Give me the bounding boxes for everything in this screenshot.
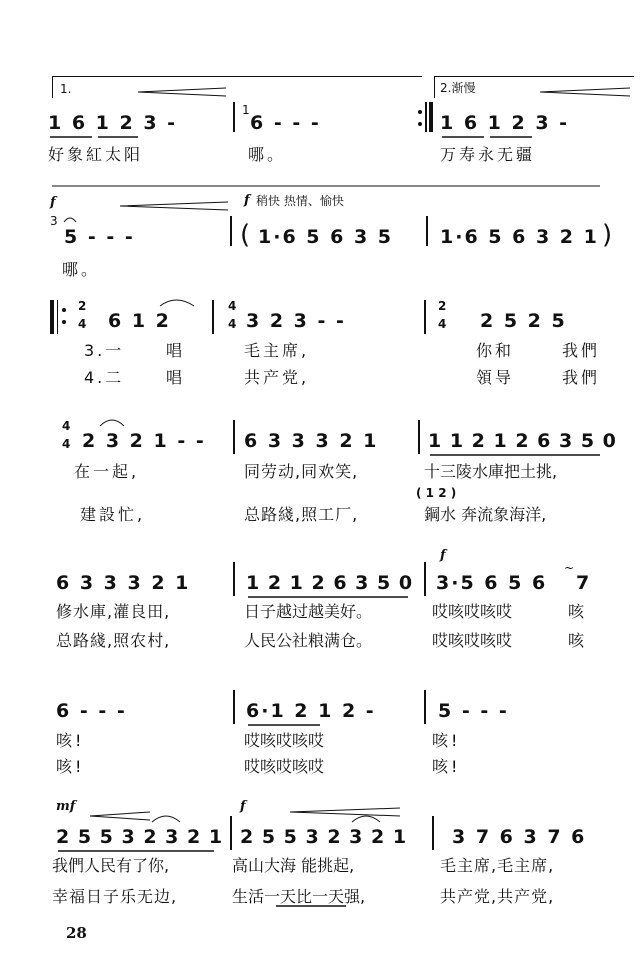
hairpin-1 bbox=[138, 88, 226, 96]
row4-v1-lyric-2: 同劳动,同欢笑, bbox=[244, 462, 359, 481]
row4-measure2-notes: 6 3 3 3 2 1 bbox=[244, 430, 379, 452]
row2-paren-right: ) bbox=[602, 220, 615, 250]
row5-measure2-notes: 1 2 1 2 6 3 5 0 bbox=[246, 572, 414, 594]
page-number: 28 bbox=[66, 924, 87, 942]
row2-paren-left: ( bbox=[240, 220, 253, 250]
row6-v1-lyric-3: 咳! bbox=[432, 731, 461, 750]
row3-v2-lyric-1: 4.二 bbox=[84, 368, 125, 387]
hairpin-5 bbox=[290, 808, 400, 816]
row4-v2-lyric-2: 总路綫,照工厂, bbox=[244, 505, 359, 524]
row7-v1-lyric-2: 高山大海 能挑起, bbox=[232, 856, 355, 875]
row2-tempo-marking: 稍快 热情、愉快 bbox=[256, 194, 344, 208]
row1-measure3-notes: 1 6 1 2 3 - bbox=[440, 112, 570, 134]
row6-v1-lyric-1: 咳! bbox=[56, 731, 85, 750]
row4-measure1-notes: 2 3 2 1 - - bbox=[82, 430, 206, 452]
row4-v1-lyric-1: 在一起, bbox=[74, 462, 140, 481]
row3-ts2-bottom: 4 bbox=[228, 317, 237, 331]
row5-v1-lyric-2: 日子越过越美好。 bbox=[244, 602, 373, 621]
row5-v1-lyric-3: 哎咳哎咳哎 bbox=[432, 602, 513, 621]
row3-v1-lyric-5: 我們 bbox=[562, 341, 601, 360]
row5-dynamic: f bbox=[440, 548, 446, 563]
row2-lyric-1: 哪。 bbox=[62, 260, 101, 279]
volta-1-label: 1. bbox=[60, 82, 72, 96]
volta-2-label: 2.渐慢 bbox=[440, 81, 476, 95]
row7-measure3-notes: 3 7 6 3 7 6 bbox=[452, 826, 587, 848]
row3-ts3-bottom: 4 bbox=[438, 317, 447, 331]
row2-time-sig: 3 bbox=[50, 214, 58, 228]
row7-v2-lyric-2: 生活一天比一天强, bbox=[232, 887, 366, 906]
row2-measure2-notes: 1·6 5 6 3 5 bbox=[258, 226, 393, 248]
row3-v1-lyric-1: 3.一 bbox=[84, 341, 125, 360]
row6-measure1-notes: 6 - - - bbox=[56, 700, 127, 722]
row1-lyric-2: 哪。 bbox=[248, 145, 287, 164]
row5-measure3-notes: 3·5 6 5 6 bbox=[436, 572, 548, 594]
row5-v2-lyric-3: 哎咳哎咳哎 bbox=[432, 631, 513, 650]
row3-ts1-top: 2 bbox=[78, 299, 87, 313]
row3-v1-lyric-2: 唱 bbox=[166, 341, 186, 360]
row5-v2-lyric-4: 咳 bbox=[568, 631, 588, 650]
hairpin-3 bbox=[120, 202, 228, 210]
row6-measure2-notes: 6·1 2 1 2 - bbox=[246, 700, 376, 722]
slur-4 bbox=[352, 816, 380, 822]
row3-v2-lyric-5: 我們 bbox=[562, 368, 601, 387]
row3-measure1-notes: 6 1 2 bbox=[108, 310, 171, 332]
row4-ts-top: 4 bbox=[62, 419, 71, 433]
hairpin-4 bbox=[90, 812, 150, 820]
slur-2 bbox=[100, 420, 124, 426]
row2-dynamic-mid: f bbox=[244, 193, 250, 208]
row3-v1-lyric-4: 你和 bbox=[476, 341, 515, 360]
row2-dynamic-left: f bbox=[50, 195, 56, 210]
row5-v1-lyric-4: 咳 bbox=[568, 602, 588, 621]
row3-v1-lyric-3: 毛主席, bbox=[244, 341, 310, 360]
slur-3 bbox=[152, 816, 180, 822]
row4-v1-lyric-3: 十三陵水庫把土挑, bbox=[424, 462, 558, 481]
row3-ts2-top: 4 bbox=[228, 299, 237, 313]
row5-grace-note: ~ bbox=[564, 561, 575, 575]
row7-dynamic-mid: f bbox=[240, 799, 246, 814]
row6-v2-lyric-2: 哎咳哎咳哎 bbox=[244, 757, 325, 776]
slur-1 bbox=[160, 300, 194, 306]
row3-measure2-notes: 3 2 3 - - bbox=[246, 310, 346, 332]
row7-measure2-notes: 2 5 5 3 2 3 2 1 bbox=[240, 826, 408, 848]
row3-ts1-bottom: 4 bbox=[78, 317, 87, 331]
row1-measure2-ts: 1 bbox=[242, 103, 250, 117]
fermata bbox=[64, 218, 76, 222]
row4-ts-bottom: 4 bbox=[62, 437, 71, 451]
row4-paren-notes: ( 1 2 ) bbox=[416, 486, 457, 500]
row6-v2-lyric-3: 咳! bbox=[432, 757, 461, 776]
row4-v2-lyric-3: 鋼水 奔流象海洋, bbox=[424, 505, 547, 524]
row5-v2-lyric-2: 人民公社粮满仓。 bbox=[244, 631, 373, 650]
row3-ts3-top: 2 bbox=[438, 299, 447, 313]
row1-measure2-notes: 6 - - - bbox=[250, 112, 321, 134]
row7-v2-lyric-3: 共产党,共产党, bbox=[440, 887, 555, 906]
row3-v2-lyric-3: 共产党, bbox=[244, 368, 310, 387]
row7-v1-lyric-1: 我們人民有了你, bbox=[52, 856, 170, 875]
row1-lyric-1: 好象紅太阳 bbox=[48, 145, 144, 164]
row5-measure1-notes: 6 3 3 3 2 1 bbox=[56, 572, 191, 594]
row7-v1-lyric-3: 毛主席,毛主席, bbox=[440, 856, 555, 875]
row1-measure1-notes: 1 6 1 2 3 - bbox=[48, 112, 178, 134]
row5-v1-lyric-1: 修水庫,灌良田, bbox=[56, 602, 171, 621]
row7-dynamic-left: mf bbox=[56, 799, 76, 814]
row2-measure3-notes: 1·6 5 6 3 2 1 bbox=[440, 226, 599, 248]
row3-v2-lyric-4: 領导 bbox=[476, 368, 515, 387]
hairpin-2 bbox=[540, 88, 630, 96]
row7-v2-lyric-1: 幸福日子乐无边, bbox=[52, 887, 178, 906]
row4-v2-lyric-1: 建設忙, bbox=[80, 505, 146, 524]
row3-v2-lyric-2: 唱 bbox=[166, 368, 186, 387]
row3-measure3-notes: 2 5 2 5 bbox=[480, 310, 567, 332]
row4-measure3-notes: 1 1 2 1 2 6 3 5 0 bbox=[428, 430, 617, 452]
row5-v2-lyric-1: 总路綫,照农村, bbox=[56, 631, 171, 650]
row6-measure3-notes: 5 - - - bbox=[438, 700, 509, 722]
row7-measure1-notes: 2 5 5 3 2 3 2 1 bbox=[56, 826, 224, 848]
row2-measure1-notes: 5 - - - bbox=[64, 226, 135, 248]
row6-v2-lyric-1: 咳! bbox=[56, 757, 85, 776]
row6-v1-lyric-2: 哎咳哎咳哎 bbox=[244, 731, 325, 750]
row1-lyric-3: 万寿永无疆 bbox=[440, 145, 536, 164]
row5-measure3-grace: 7 bbox=[576, 572, 592, 594]
